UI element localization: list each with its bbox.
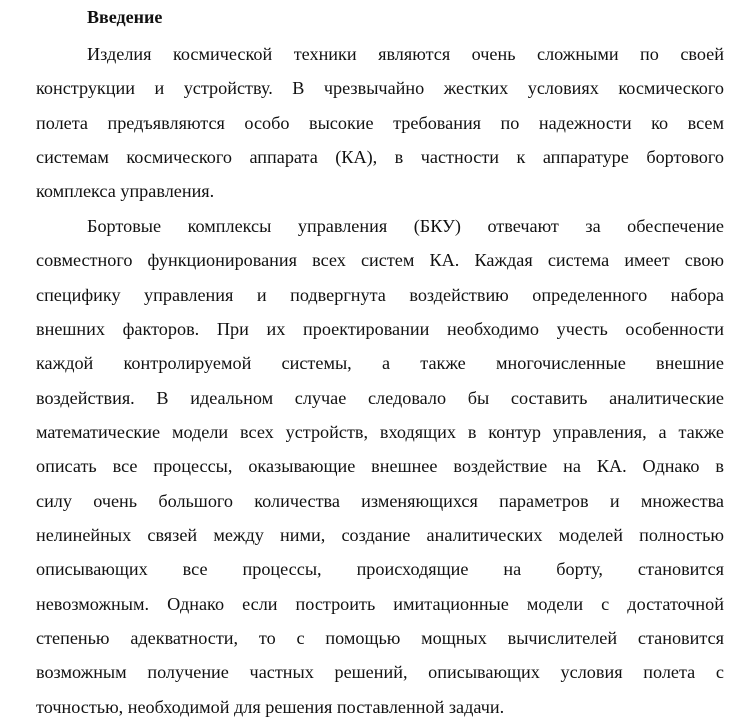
section-heading: Введение [87, 7, 163, 27]
paragraph-1 [36, 37, 724, 209]
text-line: конструкции и устройству. В чрезвычайно жестких условиях космического [36, 78, 724, 99]
text-line: невозможным. Однако если построить имитационные модели с достаточной [36, 593, 724, 614]
text-line: возможным получение частных решений, описывающих условия полета с [36, 662, 724, 683]
text-line: точностью, необходимой для решения поставленной задачи. [36, 696, 505, 717]
text-line: специфику управления и подвергнута воздействию определенного набора [36, 284, 724, 305]
text-line: системам космического аппарата (КА), в частности к аппаратуре бортового [36, 147, 724, 168]
text-line: Бортовые комплексы управления (БКУ) отвечают за обеспечение [87, 216, 724, 236]
text-line: внешних факторов. При их проектировании необходимо учесть особенности [36, 319, 724, 340]
text-line: воздействия. В идеальном случае следовало бы составить аналитические [36, 387, 724, 408]
text-line: математические модели всех устройств, входящих в контур управления, а также [36, 422, 724, 443]
text-line: описать все процессы, оказывающие внешнее воздействие на КА. Однако в [36, 456, 724, 477]
text-line: совместного функционирования всех систем КА. Каждая система имеет свою [36, 250, 724, 271]
paragraph-2 [36, 209, 724, 724]
text-line: каждой контролируемой системы, а также многочисленные внешние [36, 353, 724, 374]
text-line: Изделия космической техники являются очень сложными по своей [87, 44, 724, 64]
text-line: комплекса управления. [36, 181, 215, 202]
text-line: нелинейных связей между ними, создание аналитических моделей полностью [36, 525, 724, 546]
text-line: степенью адекватности, то с помощью мощных вычислителей становится [36, 628, 724, 649]
text-line: полета предъявляются особо высокие требования по надежности ко всем [36, 112, 724, 133]
text-line: силу очень большого количества изменяющихся параметров и множества [36, 490, 724, 511]
text-line: описывающих все процессы, происходящие на борту, становится [36, 559, 724, 580]
